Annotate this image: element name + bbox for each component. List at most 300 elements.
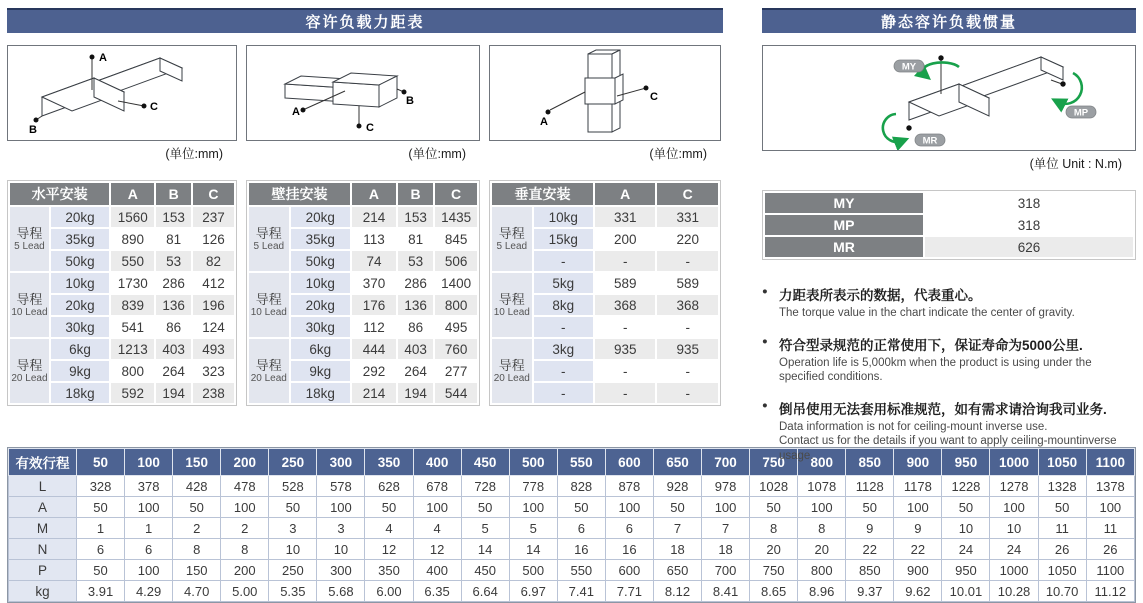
load-cell: 10kg <box>534 207 593 227</box>
stroke-value-cell: 1228 <box>942 476 990 497</box>
stroke-value-cell: 378 <box>125 476 173 497</box>
table-header-row <box>249 183 477 205</box>
inertia-value: 626 <box>925 237 1133 257</box>
stroke-value-cell: 750 <box>750 560 798 581</box>
stroke-column-header: 700 <box>702 449 750 476</box>
stroke-value-cell: 50 <box>173 497 221 518</box>
load-cell: 18kg <box>51 383 109 403</box>
diagram-vertical-box <box>489 45 721 141</box>
stroke-value-cell: 5.00 <box>221 581 269 602</box>
stroke-value-cell: 878 <box>605 476 653 497</box>
stroke-value-cell: 700 <box>702 560 750 581</box>
lead-label-en: 10 Lead <box>250 306 287 318</box>
lead-label-zh: 导程 <box>16 291 43 307</box>
note-item <box>762 284 1136 321</box>
stroke-value-cell: 1378 <box>1086 476 1134 497</box>
lead-group-label <box>249 273 289 337</box>
axis-a-label: A <box>99 52 107 64</box>
value-cell: 368 <box>595 295 656 315</box>
value-cell: 550 <box>111 251 154 271</box>
value-cell: 153 <box>398 207 433 227</box>
lead-group-label <box>492 339 532 403</box>
stroke-value-cell: 1100 <box>1086 560 1134 581</box>
effective-stroke-table <box>8 448 1135 602</box>
table-row <box>10 273 234 293</box>
value-cell: 292 <box>352 361 396 381</box>
value-cell: 1400 <box>435 273 477 293</box>
stroke-value-cell: 8.41 <box>702 581 750 602</box>
column-header-c: C <box>435 183 477 205</box>
lead-label-zh: 导程 <box>498 357 525 373</box>
note-text-zh: 倒吊使用无法套用标准规范，如有需求请洽询我司业务. <box>779 401 1107 417</box>
stroke-column-header: 100 <box>125 449 173 476</box>
lead-label-en: 20 Lead <box>250 372 287 384</box>
value-cell: 935 <box>657 339 718 359</box>
value-cell: 368 <box>657 295 718 315</box>
mount-type-header: 水平安装 <box>10 183 109 205</box>
stroke-value-cell: 6 <box>125 539 173 560</box>
stroke-column-header: 850 <box>846 449 894 476</box>
stroke-value-cell: 5.68 <box>317 581 365 602</box>
stroke-table-wrap <box>7 447 1136 603</box>
load-cell: 30kg <box>291 317 350 337</box>
value-cell: 589 <box>657 273 718 293</box>
lead-label-en: 5 Lead <box>253 240 285 252</box>
stroke-value-cell: 478 <box>221 476 269 497</box>
table-row <box>249 339 477 359</box>
value-cell: 323 <box>193 361 234 381</box>
stroke-value-cell: 100 <box>509 497 557 518</box>
stroke-value-cell: 50 <box>77 497 125 518</box>
stroke-value-cell: 778 <box>509 476 557 497</box>
stroke-row <box>9 497 1135 518</box>
note-text-zh: 符合型录规范的正常使用下，保证寿命为5000公里. <box>779 337 1083 353</box>
stroke-value-cell: 6.35 <box>413 581 461 602</box>
value-cell: 403 <box>156 339 191 359</box>
stroke-value-cell: 628 <box>365 476 413 497</box>
stroke-value-cell: 5.35 <box>269 581 317 602</box>
stroke-value-cell: 100 <box>894 497 942 518</box>
stroke-column-header: 600 <box>605 449 653 476</box>
notes-list <box>762 284 1136 463</box>
value-cell: 1435 <box>435 207 477 227</box>
stroke-value-cell: 14 <box>509 539 557 560</box>
value-cell: 53 <box>398 251 433 271</box>
stroke-row <box>9 476 1135 497</box>
lead-group-label <box>492 273 532 337</box>
table-row <box>10 339 234 359</box>
stroke-value-cell: 100 <box>605 497 653 518</box>
table-row <box>492 273 718 293</box>
inertia-row <box>765 237 1133 257</box>
stroke-value-cell: 428 <box>173 476 221 497</box>
diagram-horizontal-box <box>7 45 237 141</box>
value-cell: 124 <box>193 317 234 337</box>
lead-group-label <box>249 339 289 403</box>
value-cell: 264 <box>398 361 433 381</box>
stroke-value-cell: 24 <box>990 539 1038 560</box>
lead-label-en: 20 Lead <box>493 372 530 384</box>
stroke-value-cell: 6.97 <box>509 581 557 602</box>
stroke-value-cell: 5 <box>461 518 509 539</box>
stroke-value-cell: 800 <box>798 560 846 581</box>
load-cell: 6kg <box>51 339 109 359</box>
stroke-value-cell: 10 <box>317 539 365 560</box>
note-text-en: Data information is not for ceiling-mount inverse use. <box>779 420 1048 433</box>
stroke-row <box>9 581 1135 602</box>
stroke-value-cell: 528 <box>269 476 317 497</box>
stroke-value-cell: 11.12 <box>1086 581 1134 602</box>
value-cell: 541 <box>111 317 154 337</box>
axis-c-label: C <box>150 101 158 113</box>
mr-badge-label: MR <box>922 135 938 147</box>
table-header-row <box>492 183 718 205</box>
value-cell: 493 <box>193 339 234 359</box>
stroke-value-cell: 20 <box>750 539 798 560</box>
stroke-value-cell: 22 <box>846 539 894 560</box>
vertical-mount-table <box>489 180 721 406</box>
stroke-column-header: 650 <box>653 449 701 476</box>
stroke-value-cell: 100 <box>1086 497 1134 518</box>
lead-group-label <box>492 207 532 271</box>
stroke-value-cell: 3.91 <box>77 581 125 602</box>
stroke-value-cell: 10.28 <box>990 581 1038 602</box>
lead-label-zh: 导程 <box>16 225 43 241</box>
horizontal-mount-table <box>7 180 237 406</box>
column-header-a: A <box>111 183 154 205</box>
stroke-value-cell: 6.00 <box>365 581 413 602</box>
stroke-value-cell: 8 <box>750 518 798 539</box>
stroke-value-cell: 7 <box>702 518 750 539</box>
load-cell: 50kg <box>291 251 350 271</box>
stroke-value-cell: 550 <box>557 560 605 581</box>
value-cell: 112 <box>352 317 396 337</box>
load-cell: - <box>534 383 593 403</box>
load-cell: 20kg <box>51 207 109 227</box>
stroke-value-cell: 100 <box>125 497 173 518</box>
value-cell: 237 <box>193 207 234 227</box>
stroke-value-cell: 20 <box>798 539 846 560</box>
lead-label-en: 5 Lead <box>496 240 528 252</box>
mr-rotation-arrow-icon <box>883 114 902 142</box>
stroke-value-cell: 12 <box>413 539 461 560</box>
stroke-row-label-a: A <box>9 497 77 518</box>
stroke-value-cell: 400 <box>413 560 461 581</box>
stroke-value-cell: 10.70 <box>1038 581 1086 602</box>
stroke-value-cell: 450 <box>461 560 509 581</box>
stroke-value-cell: 1078 <box>798 476 846 497</box>
stroke-value-cell: 5 <box>509 518 557 539</box>
horizontal-mount-diagram-icon <box>8 46 236 140</box>
mp-badge-label: MP <box>1073 107 1089 119</box>
stroke-column-header: 500 <box>509 449 557 476</box>
inertia-value: 318 <box>925 215 1133 235</box>
stroke-column-header: 900 <box>894 449 942 476</box>
axis-b-label: B <box>406 95 414 107</box>
section-title-inertia <box>762 8 1136 33</box>
axis-a-label: A <box>540 116 548 128</box>
stroke-value-cell: 9 <box>846 518 894 539</box>
value-cell: 81 <box>156 229 191 249</box>
stroke-value-cell: 100 <box>798 497 846 518</box>
load-cell: - <box>534 251 593 271</box>
stroke-value-cell: 26 <box>1086 539 1134 560</box>
stroke-column-header: 1000 <box>990 449 1038 476</box>
stroke-value-cell: 4.70 <box>173 581 221 602</box>
value-cell: 286 <box>398 273 433 293</box>
unit-label-mm-1: (单位:mm) <box>165 147 223 161</box>
stroke-value-cell: 928 <box>653 476 701 497</box>
diagram-horizontal-mount <box>7 45 237 161</box>
stroke-value-cell: 678 <box>413 476 461 497</box>
load-cell: 9kg <box>51 361 109 381</box>
stroke-column-header: 550 <box>557 449 605 476</box>
stroke-row-label-p: P <box>9 560 77 581</box>
stroke-value-cell: 50 <box>846 497 894 518</box>
stroke-column-header: 150 <box>173 449 221 476</box>
value-cell: 589 <box>595 273 656 293</box>
stroke-value-cell: 1 <box>125 518 173 539</box>
stroke-value-cell: 8 <box>173 539 221 560</box>
value-cell: 176 <box>352 295 396 315</box>
note-text-zh: 力距表所表示的数据，代表重心。 <box>779 288 982 303</box>
stroke-value-cell: 8.65 <box>750 581 798 602</box>
wall-mount-table <box>246 180 480 406</box>
table-row <box>10 207 234 227</box>
stroke-value-cell: 100 <box>413 497 461 518</box>
lead-group-label <box>10 339 49 403</box>
stroke-header-label: 有效行程 <box>9 449 77 476</box>
load-cell: 35kg <box>51 229 109 249</box>
lead-label-zh: 导程 <box>255 225 282 241</box>
value-cell: 86 <box>156 317 191 337</box>
stroke-value-cell: 1050 <box>1038 560 1086 581</box>
vertical-mount-diagram-icon <box>490 46 720 140</box>
lead-label-zh: 导程 <box>498 225 525 241</box>
stroke-value-cell: 1000 <box>990 560 1038 581</box>
stroke-value-cell: 650 <box>653 560 701 581</box>
load-cell: 6kg <box>291 339 350 359</box>
stroke-column-header: 50 <box>77 449 125 476</box>
stroke-value-cell: 100 <box>702 497 750 518</box>
stroke-value-cell: 12 <box>365 539 413 560</box>
stroke-value-cell: 100 <box>990 497 1038 518</box>
load-cell: 50kg <box>51 251 109 271</box>
unit-label-mm-2: (单位:mm) <box>408 147 466 161</box>
stroke-value-cell: 24 <box>942 539 990 560</box>
stroke-value-cell: 1128 <box>846 476 894 497</box>
stroke-value-cell: 950 <box>942 560 990 581</box>
value-cell: 1560 <box>111 207 154 227</box>
stroke-value-cell: 850 <box>846 560 894 581</box>
stroke-value-cell: 6.64 <box>461 581 509 602</box>
stroke-value-cell: 16 <box>605 539 653 560</box>
value-cell: 220 <box>657 229 718 249</box>
mount-type-header: 垂直安装 <box>492 183 593 205</box>
stroke-column-header: 350 <box>365 449 413 476</box>
stroke-value-cell: 1178 <box>894 476 942 497</box>
value-cell: 592 <box>111 383 154 403</box>
lead-label-en: 5 Lead <box>14 240 45 252</box>
load-cell: 20kg <box>51 295 109 315</box>
stroke-column-header: 1100 <box>1086 449 1134 476</box>
inertia-diagram-icon <box>763 46 1135 150</box>
stroke-value-cell: 10 <box>269 539 317 560</box>
stroke-value-cell: 50 <box>461 497 509 518</box>
value-cell: - <box>595 361 656 381</box>
bullet-icon: ● <box>762 399 768 411</box>
bullet-icon: ● <box>762 286 768 297</box>
stroke-value-cell: 1278 <box>990 476 1038 497</box>
diagram-inertia <box>762 45 1136 171</box>
load-cell: 15kg <box>534 229 593 249</box>
load-cell: 30kg <box>51 317 109 337</box>
my-badge-label: MY <box>901 61 917 73</box>
stroke-value-cell: 1328 <box>1038 476 1086 497</box>
stroke-value-cell: 10 <box>990 518 1038 539</box>
diagram-vertical-mount <box>489 45 721 161</box>
stroke-row-label-kg: kg <box>9 581 77 602</box>
note-text-en: Contact us for the details if you want to apply ceiling-mountinverse <box>779 435 1117 447</box>
column-header-a: A <box>352 183 396 205</box>
stroke-value-cell: 50 <box>653 497 701 518</box>
stroke-value-cell: 100 <box>125 560 173 581</box>
value-cell: 412 <box>193 273 234 293</box>
load-cell: - <box>534 317 593 337</box>
inertia-label-my: MY <box>765 193 923 213</box>
stroke-value-cell: 4.29 <box>125 581 173 602</box>
value-cell: 839 <box>111 295 154 315</box>
inertia-label-mp: MP <box>765 215 923 235</box>
stroke-value-cell: 10.01 <box>942 581 990 602</box>
stroke-value-cell: 1 <box>77 518 125 539</box>
load-cell: 8kg <box>534 295 593 315</box>
wall-mount-diagram-icon <box>247 46 479 140</box>
column-header-c: C <box>193 183 234 205</box>
stroke-value-cell: 328 <box>77 476 125 497</box>
note-item <box>762 398 1136 464</box>
lead-group-label <box>249 207 289 271</box>
stroke-value-cell: 22 <box>894 539 942 560</box>
stroke-value-cell: 14 <box>461 539 509 560</box>
load-cell: 10kg <box>291 273 350 293</box>
value-cell: - <box>657 361 718 381</box>
stroke-value-cell: 18 <box>653 539 701 560</box>
section-title-moment <box>7 8 723 33</box>
stroke-row <box>9 518 1135 539</box>
stroke-value-cell: 50 <box>942 497 990 518</box>
stroke-column-header: 750 <box>750 449 798 476</box>
value-cell: - <box>657 383 718 403</box>
stroke-value-cell: 4 <box>365 518 413 539</box>
stroke-value-cell: 11 <box>1038 518 1086 539</box>
value-cell: 196 <box>193 295 234 315</box>
stroke-value-cell: 7.71 <box>605 581 653 602</box>
stroke-column-header: 1050 <box>1038 449 1086 476</box>
static-inertia-table <box>762 190 1136 260</box>
value-cell: 935 <box>595 339 656 359</box>
value-cell: 444 <box>352 339 396 359</box>
load-cell: 5kg <box>534 273 593 293</box>
value-cell: 264 <box>156 361 191 381</box>
value-cell: 760 <box>435 339 477 359</box>
value-cell: 331 <box>657 207 718 227</box>
lead-label-en: 20 Lead <box>11 372 48 384</box>
inertia-row <box>765 215 1133 235</box>
stroke-value-cell: 4 <box>413 518 461 539</box>
value-cell: 1213 <box>111 339 154 359</box>
stroke-value-cell: 10 <box>942 518 990 539</box>
value-cell: 277 <box>435 361 477 381</box>
stroke-value-cell: 11 <box>1086 518 1134 539</box>
stroke-value-cell: 350 <box>365 560 413 581</box>
lead-label-en: 10 Lead <box>493 306 530 318</box>
value-cell: 800 <box>435 295 477 315</box>
stroke-column-header: 300 <box>317 449 365 476</box>
value-cell: - <box>595 317 656 337</box>
inertia-value: 318 <box>925 193 1133 213</box>
table-row <box>492 207 718 227</box>
lead-label-en: 10 Lead <box>11 306 48 318</box>
load-cell: 35kg <box>291 229 350 249</box>
lead-group-label <box>10 273 49 337</box>
stroke-value-cell: 200 <box>221 560 269 581</box>
stroke-value-cell: 600 <box>605 560 653 581</box>
section-title-moment-text: 容许负载力距表 <box>305 14 425 31</box>
axis-b-label: B <box>29 124 37 136</box>
table-row <box>249 273 477 293</box>
inertia-row <box>765 193 1133 213</box>
axis-c-label: C <box>366 122 374 134</box>
stroke-value-cell: 8 <box>221 539 269 560</box>
axis-c-label: C <box>650 91 658 103</box>
stroke-value-cell: 6 <box>605 518 653 539</box>
value-cell: 136 <box>398 295 433 315</box>
column-header-c: C <box>657 183 718 205</box>
stroke-value-cell: 3 <box>317 518 365 539</box>
stroke-value-cell: 978 <box>702 476 750 497</box>
stroke-value-cell: 50 <box>750 497 798 518</box>
value-cell: 238 <box>193 383 234 403</box>
stroke-column-header: 400 <box>413 449 461 476</box>
stroke-value-cell: 100 <box>221 497 269 518</box>
stroke-value-cell: 828 <box>557 476 605 497</box>
stroke-column-header: 200 <box>221 449 269 476</box>
value-cell: 845 <box>435 229 477 249</box>
stroke-value-cell: 6 <box>557 518 605 539</box>
value-cell: 200 <box>595 229 656 249</box>
value-cell: - <box>657 317 718 337</box>
value-cell: 194 <box>156 383 191 403</box>
stroke-value-cell: 2 <box>173 518 221 539</box>
stroke-value-cell: 9 <box>894 518 942 539</box>
note-text-en: The torque value in the chart indicate the center of gravity. <box>779 307 1075 319</box>
note-text-en: usage. <box>779 449 814 462</box>
note-text-en: Operation life is 5,000km when the product is using under the <box>779 356 1092 369</box>
stroke-value-cell: 50 <box>365 497 413 518</box>
value-cell: 1730 <box>111 273 154 293</box>
value-cell: 544 <box>435 383 477 403</box>
stroke-value-cell: 8.96 <box>798 581 846 602</box>
value-cell: - <box>657 251 718 271</box>
stroke-value-cell: 250 <box>269 560 317 581</box>
value-cell: 113 <box>352 229 396 249</box>
stroke-value-cell: 300 <box>317 560 365 581</box>
load-cell: 18kg <box>291 383 350 403</box>
stroke-value-cell: 3 <box>269 518 317 539</box>
stroke-row <box>9 560 1135 581</box>
stroke-value-cell: 7 <box>653 518 701 539</box>
